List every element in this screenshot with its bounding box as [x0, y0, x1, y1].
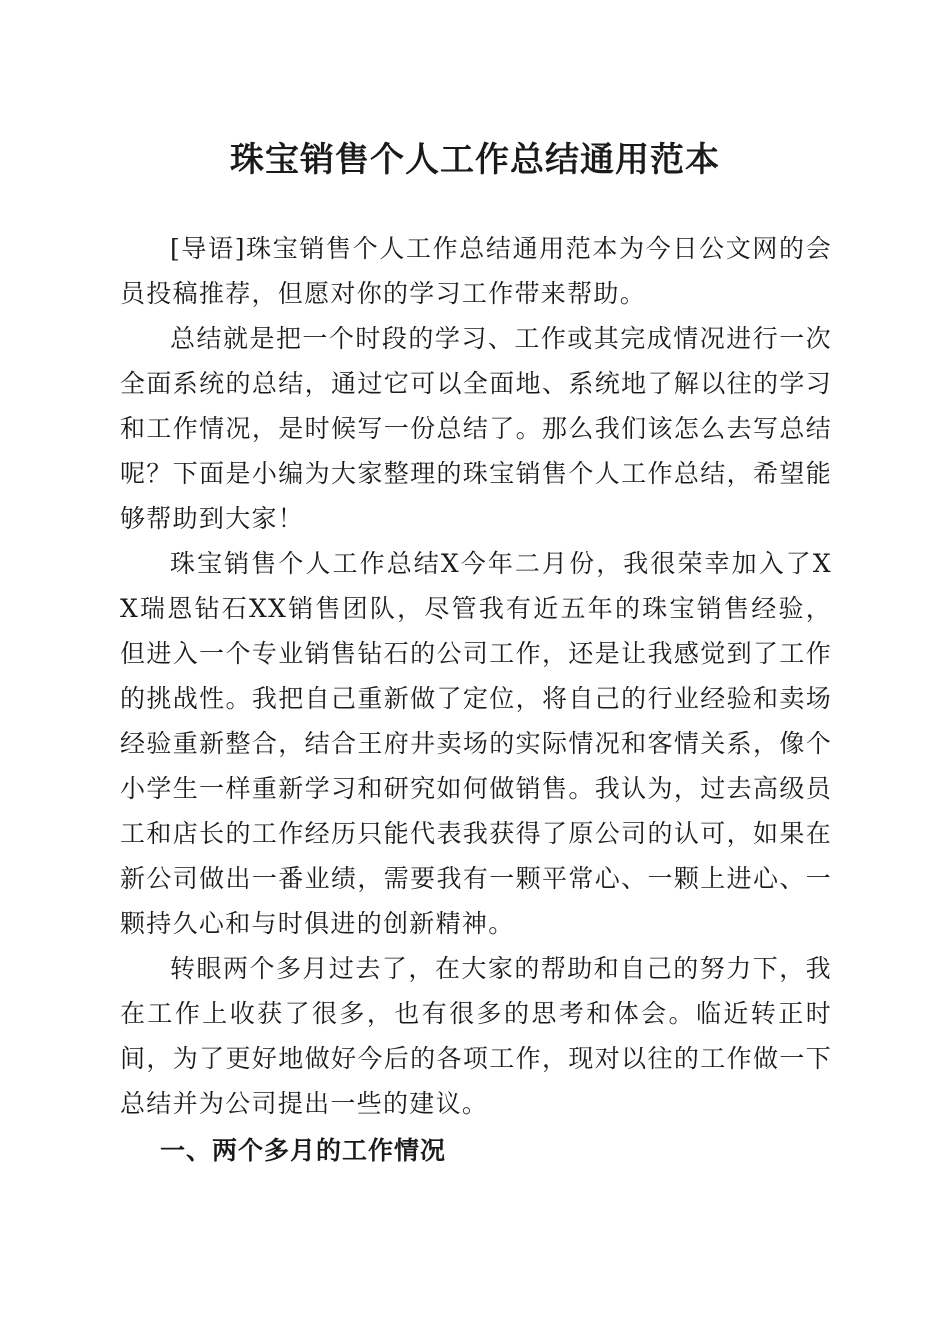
summary-definition-paragraph: 总结就是把一个时段的学习、工作或其完成情况进行一次全面系统的总结，通过它可以全面地、系统地了解以往的学习和工作情况，是时候写一份总结了。那么我们该怎么去写总结呢？下面是小编为大家整理的珠宝销售个人工作总结，希望能够帮助到大家！: [120, 324, 832, 533]
reflection-paragraph: 转眼两个多月过去了，在大家的帮助和自己的努力下，我在工作上收获了很多，也有很多的思考和体会。临近转正时间，为了更好地做好今后的各项工作，现对以往的工作做一下总结并为公司提出一些的建议。: [120, 954, 832, 1118]
section-heading: 一、两个多月的工作情况: [160, 1136, 447, 1165]
document-title: 珠宝销售个人工作总结通用范本: [230, 140, 720, 180]
document-body: [120, 226, 832, 1173]
intro-paragraph: [导语]珠宝销售个人工作总结通用范本为今日公文网的会员投稿推荐，但愿对你的学习工作带来帮助。: [120, 234, 832, 308]
experience-paragraph: 珠宝销售个人工作总结X今年二月份，我很荣幸加入了XX瑞恩钻石XX销售团队，尽管我有近五年的珠宝销售经验，但进入一个专业销售钻石的公司工作，还是让我感觉到了工作的挑战性。我把自己重新做了定位，将自己的行业经验和卖场经验重新整合，结合王府井卖场的实际情况和客情关系，像个小学生一样重新学习和研究如何做销售。我认为，过去高级员工和店长的工作经历只能代表我获得了原公司的认可，如果在新公司做出一番业绩，需要我有一颗平常心、一颗上进心、一颗持久心和与时俱进的创新精神。: [120, 549, 832, 938]
